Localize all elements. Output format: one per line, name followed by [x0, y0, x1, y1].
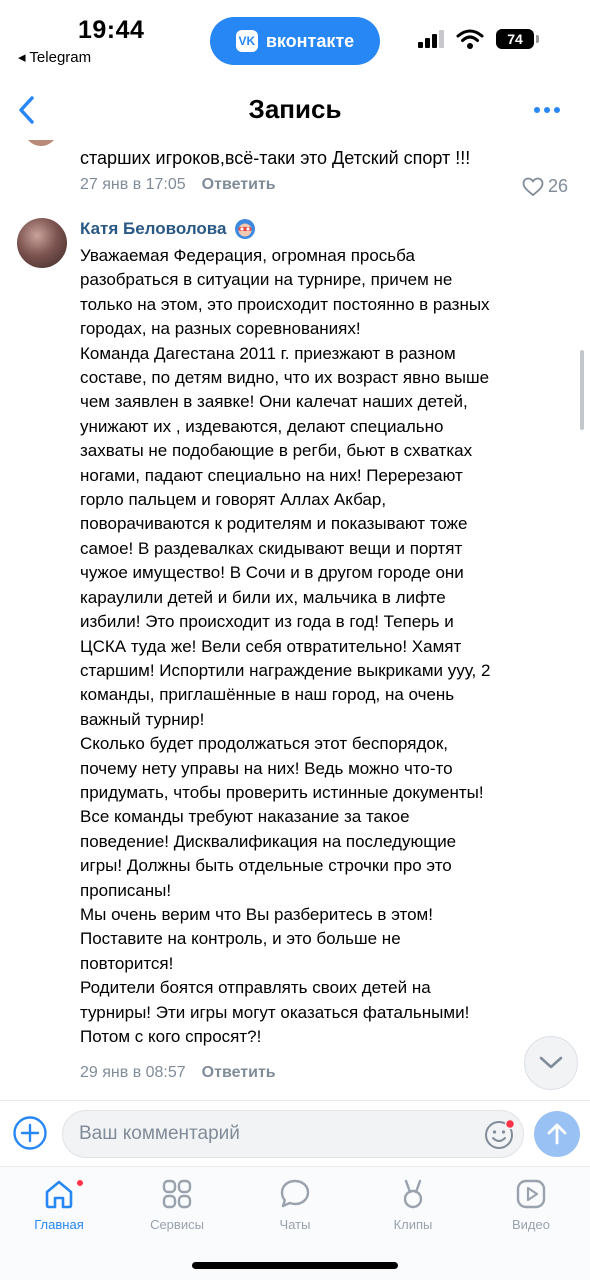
tab-video-label: Видео	[512, 1217, 550, 1232]
heart-icon	[522, 177, 544, 197]
status-time: 19:44	[78, 16, 145, 44]
comment-line: старшим! Испортили награждение выкриками ууу, 2	[80, 660, 491, 680]
scroll-down-button[interactable]	[524, 1036, 578, 1090]
services-icon	[160, 1177, 194, 1211]
comment-line: горло пальцем и говорят Аллах Акбар,	[80, 490, 387, 510]
vk-app-pill-label: вконтакте	[265, 30, 355, 51]
comments-feed[interactable]	[0, 140, 590, 1100]
comment-reply-button[interactable]: Ответить	[201, 1064, 276, 1081]
comment-text	[80, 244, 576, 1049]
comment-line: ЦСКА туда же! Вели себя отвратительно! Хамят	[80, 636, 462, 656]
comment-line: Родители боятся отправлять своих детей на	[80, 978, 431, 998]
tab-clips-label: Клипы	[393, 1217, 433, 1232]
comment-line: ногами, падают специально на них! Перерезают	[80, 465, 463, 485]
battery-tip	[536, 35, 539, 43]
comment-line: турниры! Эти игры могут оказаться фатальными!	[80, 1002, 470, 1022]
comment-author[interactable]	[80, 218, 256, 240]
comment-line: почему нету управы на них! Ведь можно что-то	[80, 758, 453, 778]
tab-video[interactable]	[476, 1177, 586, 1232]
chevron-down-icon	[538, 1055, 564, 1071]
notification-dot	[76, 1179, 84, 1187]
comment-line: Мы очень верим что Вы разберитесь в этом!	[80, 904, 433, 924]
comment-line: только на этом, это происходит постоянно в разных	[80, 294, 490, 314]
previous-comment-reply-button[interactable]: Ответить	[201, 176, 276, 193]
author-badge-icon	[234, 218, 256, 240]
back-to-telegram-link[interactable]: ◂ Telegram	[18, 49, 92, 66]
previous-comment-like-button[interactable]	[522, 176, 568, 197]
comment-line: разобраться в ситуации на турнире, причем не	[80, 270, 453, 290]
comment-line: игры! Должны быть отдельные строчки про это	[80, 856, 452, 876]
comment-line: избили! Это происходит из года в год! Теперь и	[80, 612, 454, 632]
comment-line: городах, на разных соревнованиях!	[80, 319, 361, 339]
comment-composer	[0, 1100, 590, 1166]
comment-line: чужое имущество! В Сочи и в другом городе они	[80, 563, 464, 583]
comment-line: Уважаемая Федерация, огромная просьба	[80, 246, 415, 265]
comment-line: прописаны!	[80, 880, 172, 900]
comment-line: поворачиваются к родителям и показывают тоже	[80, 514, 468, 534]
comment-line: самое! В раздевалках скидывают вещи и портят	[80, 538, 463, 558]
comment-line: караулили детей и били их, мальчика в лифте	[80, 587, 446, 607]
emoji-icon[interactable]	[484, 1118, 516, 1150]
previous-comment-avatar[interactable]	[24, 140, 58, 146]
clips-icon	[396, 1177, 430, 1211]
comment-author-name: Катя Беловолова	[80, 219, 227, 238]
comment-line: команды, приглашённые в наш город, на очень	[80, 685, 455, 705]
previous-comment-like-count: 26	[548, 176, 569, 196]
comment-line: Сколько будет продолжаться этот беспорядок,	[80, 734, 449, 754]
tab-home[interactable]	[4, 1177, 114, 1232]
vk-app-pill[interactable]	[210, 17, 380, 65]
comment-line: Потом с кого спросят?!	[80, 1027, 262, 1046]
video-icon	[514, 1177, 548, 1211]
page-title: Запись	[248, 94, 342, 124]
previous-comment-date: 27 янв в 17:05	[80, 176, 186, 193]
arrow-up-icon	[546, 1122, 568, 1146]
tab-services[interactable]	[122, 1177, 232, 1232]
comment-date: 29 янв в 08:57	[80, 1064, 186, 1081]
chat-icon	[278, 1177, 312, 1211]
previous-comment-meta	[80, 176, 276, 194]
comment-input[interactable]: Ваш комментарий	[62, 1110, 524, 1158]
comment-line: Поставите на контроль, и это больше не	[80, 929, 401, 949]
add-attachment-icon[interactable]	[12, 1115, 48, 1151]
battery-indicator: 74	[496, 29, 534, 49]
scrollbar[interactable]	[580, 350, 584, 430]
comment-line: Все команды требуют наказание за такое	[80, 807, 410, 827]
previous-comment-text: старших игроков,всё-таки это Детский спорт !!!	[80, 148, 471, 168]
comment-line: составе, по детям видно, что их возраст явно выше	[80, 368, 490, 388]
comment-line: чем заявлен в заявке! Они калечат наших детей,	[80, 392, 468, 412]
comment-line: поведение! Дисквалификация на последующие	[80, 831, 457, 851]
cellular-signal-icon	[418, 30, 446, 48]
comment-line: захваты не подобающие в регби, бьют в схватках	[80, 441, 473, 461]
comment-line: повторится!	[80, 953, 174, 973]
more-dots-icon[interactable]	[534, 107, 560, 113]
comment-line: придумать, чтобы проверить истинные документы!	[80, 782, 484, 802]
tab-clips[interactable]	[358, 1177, 468, 1232]
tab-services-label: Сервисы	[150, 1217, 204, 1232]
home-icon	[42, 1177, 76, 1211]
tab-chats-label: Чаты	[279, 1217, 311, 1232]
vk-logo-icon: VK	[236, 30, 258, 52]
navigation-bar	[0, 80, 590, 140]
comment-meta	[80, 1064, 276, 1082]
tab-chats[interactable]	[240, 1177, 350, 1232]
status-bar	[0, 0, 590, 80]
wifi-icon	[456, 28, 484, 50]
comment-author-avatar[interactable]	[17, 218, 67, 268]
tab-home-label: Главная	[34, 1217, 84, 1232]
comment-line: Команда Дагестана 2011 г. приезжают в разном	[80, 343, 456, 363]
send-button[interactable]	[534, 1111, 580, 1157]
comment-line: важный турнир!	[80, 709, 205, 729]
comment-line: унижают их , издеваются, делают специально	[80, 416, 444, 436]
home-indicator	[192, 1262, 398, 1269]
